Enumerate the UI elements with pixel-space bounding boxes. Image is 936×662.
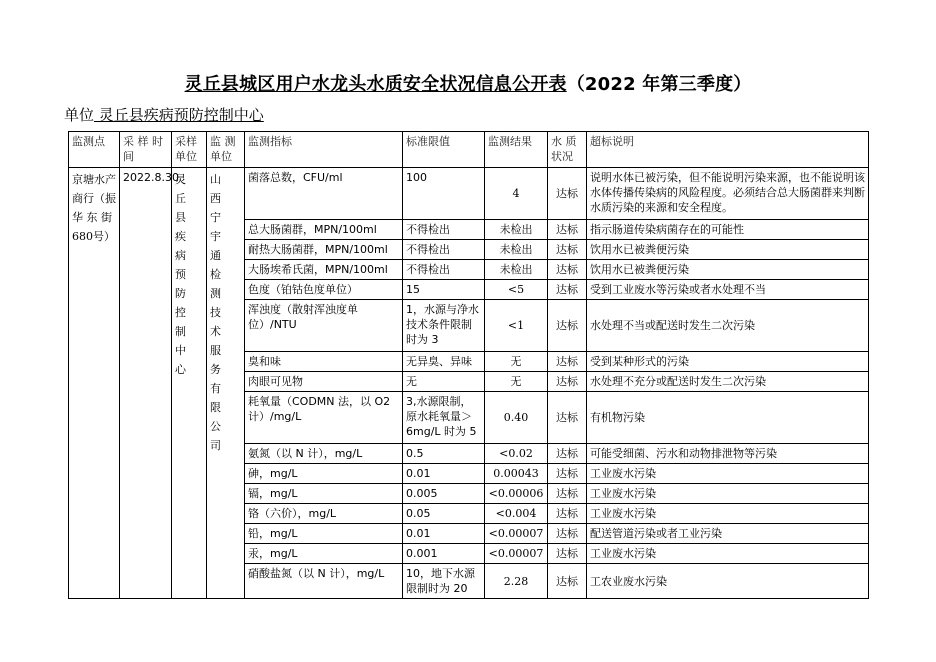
water-quality-table	[68, 131, 869, 599]
result-cell: 4	[485, 168, 548, 220]
indicator-cell: 氨氮（以 N 计），mg/L	[245, 444, 403, 464]
note-cell: 说明水体已被污染，但不能说明污染来源，也不能说明该水体传播传染病的风险程度。必须结合总大肠菌群来判断水质污染的来源和安全程度。	[587, 168, 869, 220]
indicator-cell: 色度（铂钴色度单位）	[245, 280, 403, 300]
point-cell: 京塘水产商行（振华 东 街680号）	[69, 168, 120, 599]
time-cell: 2022.8.30	[120, 168, 172, 599]
limit-cell: 0.5	[403, 444, 485, 464]
note-cell: 受到某种形式的污染	[587, 352, 869, 372]
indicator-cell: 镉，mg/L	[245, 484, 403, 504]
result-cell: <0.00007	[485, 544, 548, 564]
status-cell: 达标	[548, 564, 587, 599]
limit-cell: 0.05	[403, 504, 485, 524]
limit-cell: 10，地下水源限制时为 20	[403, 564, 485, 599]
title-period: （2022 年第三季度）	[566, 74, 752, 95]
result-cell: 无	[485, 372, 548, 392]
status-cell: 达标	[548, 220, 587, 240]
note-cell: 水处理不当或配送时发生二次污染	[587, 300, 869, 352]
header-limit: 标准限值	[403, 132, 485, 168]
sample-unit-cell: 灵丘县疾病预防控制中心	[172, 168, 207, 599]
header-sample-unit: 采样单位	[172, 132, 207, 168]
note-cell: 工业废水污染	[587, 484, 869, 504]
header-note: 超标说明	[587, 132, 869, 168]
limit-cell: 不得检出	[403, 240, 485, 260]
header-row	[69, 132, 869, 168]
indicator-cell: 铅，mg/L	[245, 524, 403, 544]
limit-cell: 无异臭、异味	[403, 352, 485, 372]
result-cell: 0.40	[485, 392, 548, 444]
note-cell: 工农业废水污染	[587, 564, 869, 599]
result-cell: <5	[485, 280, 548, 300]
header-result: 监测结果	[485, 132, 548, 168]
result-cell: 2.28	[485, 564, 548, 599]
indicator-cell: 汞，mg/L	[245, 544, 403, 564]
note-cell: 有机物污染	[587, 392, 869, 444]
indicator-cell: 浑浊度（散射浑浊度单位）/NTU	[245, 300, 403, 352]
unit-line	[64, 104, 264, 125]
indicator-cell: 臭和味	[245, 352, 403, 372]
status-cell: 达标	[548, 352, 587, 372]
limit-cell: 3,水源限制，原水耗氧量＞6mg/L 时为 5	[403, 392, 485, 444]
header-monitor-unit: 监 测单位	[207, 132, 245, 168]
result-cell: 未检出	[485, 260, 548, 280]
result-cell: <0.00007	[485, 524, 548, 544]
limit-cell: 0.005	[403, 484, 485, 504]
indicator-cell: 铬（六价），mg/L	[245, 504, 403, 524]
result-cell: <0.00006	[485, 484, 548, 504]
limit-cell: 0.001	[403, 544, 485, 564]
note-cell: 工业废水污染	[587, 464, 869, 484]
note-cell: 饮用水已被粪便污染	[587, 260, 869, 280]
status-cell: 达标	[548, 240, 587, 260]
status-cell: 达标	[548, 464, 587, 484]
header-status: 水 质状况	[548, 132, 587, 168]
status-cell: 达标	[548, 280, 587, 300]
status-cell: 达标	[548, 524, 587, 544]
header-point: 监测点	[69, 132, 120, 168]
result-cell: <0.02	[485, 444, 548, 464]
note-cell: 配送管道污染或者工业污染	[587, 524, 869, 544]
table-row	[69, 168, 869, 220]
limit-cell: 15	[403, 280, 485, 300]
unit-label: 单位	[64, 106, 95, 124]
note-cell: 工业废水污染	[587, 544, 869, 564]
indicator-cell: 肉眼可见物	[245, 372, 403, 392]
note-cell: 指示肠道传染病菌存在的可能性	[587, 220, 869, 240]
status-cell: 达标	[548, 444, 587, 464]
note-cell: 工业废水污染	[587, 504, 869, 524]
result-cell: 无	[485, 352, 548, 372]
unit-value: 灵丘县疾病预防控制中心	[94, 106, 264, 124]
indicator-cell: 耗氧量（CODMN 法，以 O2 计）/mg/L	[245, 392, 403, 444]
status-cell: 达标	[548, 504, 587, 524]
result-cell: 0.00043	[485, 464, 548, 484]
result-cell: <0.004	[485, 504, 548, 524]
limit-cell: 0.01	[403, 464, 485, 484]
status-cell: 达标	[548, 544, 587, 564]
limit-cell: 1，水源与净水技术条件限制时为 3	[403, 300, 485, 352]
note-cell: 饮用水已被粪便污染	[587, 240, 869, 260]
indicator-cell: 砷，mg/L	[245, 464, 403, 484]
limit-cell: 不得检出	[403, 260, 485, 280]
note-cell: 可能受细菌、污水和动物排泄物等污染	[587, 444, 869, 464]
indicator-cell: 总大肠菌群，MPN/100ml	[245, 220, 403, 240]
status-cell: 达标	[548, 372, 587, 392]
indicator-cell: 菌落总数，CFU/ml	[245, 168, 403, 220]
result-cell: <1	[485, 300, 548, 352]
limit-cell: 无	[403, 372, 485, 392]
indicator-cell: 耐热大肠菌群，MPN/100ml	[245, 240, 403, 260]
status-cell: 达标	[548, 260, 587, 280]
result-cell: 未检出	[485, 220, 548, 240]
status-cell: 达标	[548, 484, 587, 504]
status-cell: 达标	[548, 300, 587, 352]
indicator-cell: 大肠埃希氏菌，MPN/100ml	[245, 260, 403, 280]
note-cell: 水处理不充分或配送时发生二次污染	[587, 372, 869, 392]
monitor-unit-cell: 山西宁宇通检测技术服务有限公司	[207, 168, 245, 599]
indicator-cell: 硝酸盐氮（以 N 计），mg/L	[245, 564, 403, 599]
limit-cell: 0.01	[403, 524, 485, 544]
status-cell: 达标	[548, 168, 587, 220]
note-cell: 受到工业废水等污染或者水处理不当	[587, 280, 869, 300]
header-indicator: 监测指标	[245, 132, 403, 168]
header-time: 采 样 时间	[120, 132, 172, 168]
limit-cell: 不得检出	[403, 220, 485, 240]
limit-cell: 100	[403, 168, 485, 220]
result-cell: 未检出	[485, 240, 548, 260]
title-main: 灵丘县城区用户水龙头水质安全状况信息公开表	[184, 74, 567, 95]
page-title	[0, 70, 936, 96]
status-cell: 达标	[548, 392, 587, 444]
